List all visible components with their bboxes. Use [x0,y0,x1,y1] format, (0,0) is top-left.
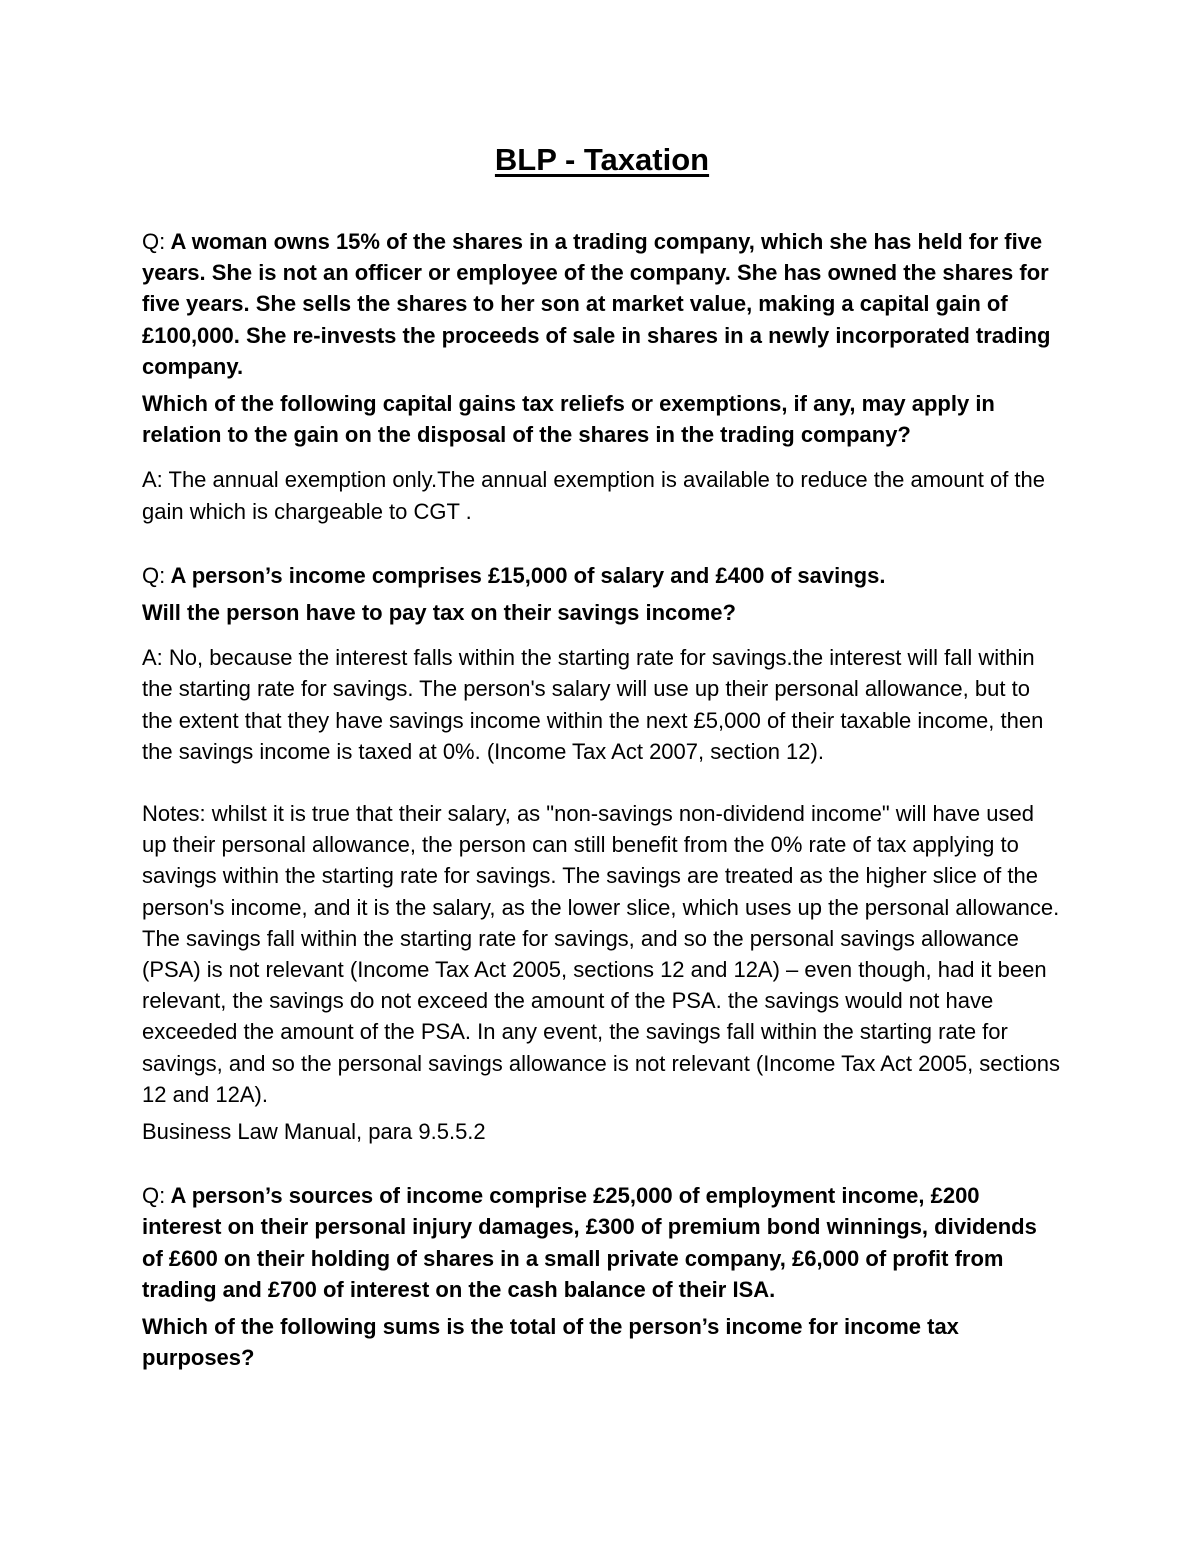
question-label: Q: [142,1183,166,1209]
question-1-prompt: Which of the following capital gains tax reliefs or exemptions, if any, may apply in relation to the gain on the disposal of the shares in the trading company? [142,391,995,448]
question-label: Q: [142,562,166,588]
answer-label: A: [142,645,163,671]
question-2-text: A person’s income comprises £15,000 of salary and £400 of savings. [165,562,886,588]
question-3-prompt: Which of the following sums is the total of the person’s income for income tax purposes? [142,1314,959,1371]
answer-2 [142,642,1062,767]
answer-label: A: [142,467,163,493]
answer-1-text: The annual exemption only.The annual exemption is available to reduce the amount of the gain which is chargeable to CGT . [142,467,1045,524]
question-3-text: A person’s sources of income comprise £25,000 of employment income, £200 interest on their personal injury damages, £300 of premium bond winnings, dividends of £600 on their holding of shares in a small private company, £6,000 of profit from trading and £700 of interest on the cash balance of their ISA. [142,1183,1037,1302]
question-2 [142,560,1062,591]
question-label: Q: [142,229,166,254]
question-1-text: A woman owns 15% of the shares in a trading company, which she has held for five years. She is not an officer or employee of the company. She has owned the shares for five years. She sells the shares to her son at market value, making a capital gain of £100,000. She re-invests the proceeds of sale in shares in a newly incorporated trading company. [142,229,1051,379]
answer-1 [142,464,1062,526]
answer-2-notes: Notes: whilst it is true that their salary, as "non-savings non-dividend income" will have used up their personal allowance, the person can still benefit from the 0% rate of tax applying to savings within the starting rate for savings. The savings are treated as the higher slice of the person's income, and it is the salary, as the lower slice, which uses up the personal allowance. The savings fall within the starting rate for savings, and so the personal savings allowance (PSA) is not relevant (Income Tax Act 2005, sections 12 and 12A) – even though, had it been relevant, the savings do not exceed the amount of the PSA. the savings would not have exceeded the amount of the PSA. In any event, the savings fall within the starting rate for savings, and so the personal savings allowance is not relevant (Income Tax Act 2005, sections 12 and 12A). [142,801,1061,1107]
page-title: BLP - Taxation [494,142,710,177]
question-1 [142,226,1062,382]
answer-2-reference: Business Law Manual, para 9.5.5.2 [142,1119,486,1145]
answer-2-text: No, because the interest falls within the starting rate for savings.the interest will fall within the starting rate for savings. The person's salary will use up their personal allowance, but to the extent that they have savings income within the next £5,000 of their taxable income, then the savings income is taxed at 0%. (Income Tax Act 2007, section 12). [142,645,1044,764]
question-3 [142,1180,1062,1305]
question-2-prompt: Will the person have to pay tax on their savings income? [142,600,736,626]
document-page [142,140,1062,1374]
